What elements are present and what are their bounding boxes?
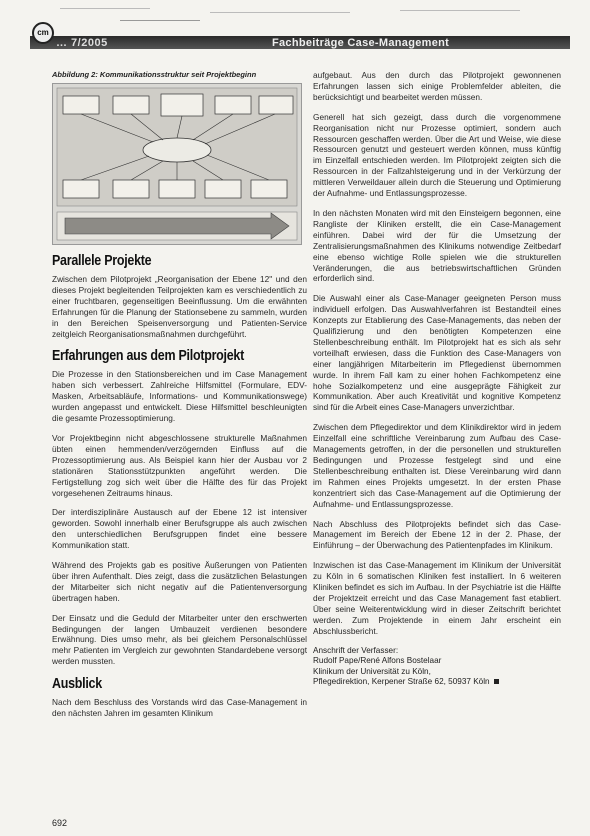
diagram-box (259, 96, 293, 114)
paragraph: In den nächsten Monaten wird mit den Einsteigern begonnen, eine Rangliste der Kliniken erstellt, die ein Case-Management einführen. Dabei wird der für die Umsetzung der Zentralisierungsmaßnahmen des Klinikums notwendige Zeitbedarf eine ebenso wichtige Rolle spielen wie die strukturellen Veränderungen, die aus betriebswirtschaftlichen Gründen erforderlich sind. (313, 207, 561, 284)
paragraph: Zwischen dem Pflegedirektor und dem Klinikdirektor wird in jedem Einzelfall eine schriftliche Vereinbarung zum Aufbau des Case-Managements getroffen, in der die personellen und strukturellen Bedingungen und Prozesse festgelegt sind und eine Stellenbeschreibung enthalten ist. Diese Vereinbarung wird dann im Rahmen eines Projekts umgesetzt. In der ersten Phase konzentriert sich das Case-Management auf die Optimierung der Aufnahme- und Entlassungsprozesse. (313, 422, 561, 509)
diagram-box (63, 96, 99, 114)
page-header (0, 0, 590, 56)
right-column (313, 70, 561, 688)
diagram-box (113, 96, 149, 114)
paragraph: Während des Projekts gab es positive Äußerungen von Patienten über ihren Aufenthalt. Dies zeigt, dass die zusätzlichen Belastungen der Mitarbeiter sich nicht negativ auf die Patientenversorgung übertragen haben. (52, 560, 307, 603)
paragraph: Generell hat sich gezeigt, dass durch die vorgenommene Reorganisation nicht nur Prozesse optimiert, sondern auch Ressourcen geschaffen werden. Über die Art und Weise, wie diese Ressourcen genutzt und gesteuert werden können, muss künftig im Einzelfall entschieden werden. Im Pilotprojekt zeigten sich die Ressourcen in der Fallzahlsteigerung und in der Verkürzung der mittleren Verweildauer allein durch die Steuerung und Optimierung der Aufnahme- und Entlassungsprozesse. (313, 111, 561, 199)
heading-outlook: Ausblick (52, 676, 102, 693)
scan-streak (60, 8, 150, 9)
paragraph: Die Auswahl einer als Case-Manager geeigneten Person muss individuell erfolgen. Das Auswahlverfahren ist Bestandteil eines Konzepts zur Etablierung des Case-Managements, das neben der Qualifizierung und den benötigten Kompetenzen eine Stellenbeschreibung enthält. Im Pilotprojekt hat es sich als sehr vorteilhaft erwiesen, dass die Funktion des Case-Managers von einer langjährigen Mitarbeiterin im Pflegedienst übernommen wurde. In ihrem Fall kam zu einer hohen Fachkompetenz eine hohe Sozialkompetenz und eine ausgeprägte Fähigkeit zur Kommunikation. Aber auch Kreativität und kognitive Kompetenz sind für die Arbeit eines Case-Managers unverzichtbar. (313, 293, 561, 413)
figure-caption: Abbildung 2: Kommunikationsstruktur seit Projektbeginn (52, 70, 257, 79)
paragraph: Inzwischen ist das Case-Management im Klinikum der Universität zu Köln in 6 somatischen Kliniken fest installiert. In 6 weiteren Kliniken befindet es sich im Aufbau. In der Psychiatrie ist die Hälfte der Projektzeit erreicht und das Case Management fast etabliert. Über seine Weiterentwicklung wird in dieser Zeitschrift berichtet werden. Zum Projektende in einem Jahr erscheint ein Abschlussbericht. (313, 560, 561, 636)
contact-address: Pflegedirektion, Kerpener Straße 62, 50937 Köln (313, 677, 490, 687)
diagram-box (161, 94, 203, 116)
page-number: 692 (52, 818, 68, 828)
heading-experiences: Erfahrungen aus dem Pilotprojekt (52, 348, 244, 365)
left-column (52, 70, 307, 728)
paragraph: Zwischen dem Pilotprojekt „Reorganisation der Ebene 12" und den dieses Projekt begleitenden Teilprojekten kam es verschiedentlich zu einer fruchtbaren, gegenseitigen Beeinflussung. Um die erwähnten Erfahrungen für die Planung der Stationsebene zu sammeln, wurden in den Bereichen Speisenversorgung und Patienten-Service zeitgleich Reorganisationsmaßnahmen durchgeführt. (52, 274, 307, 339)
contact-line: Rudolf Pape/René Alfons Bostelaar (313, 656, 442, 666)
contact-line (313, 677, 561, 688)
journal-logo: cm (32, 22, 54, 44)
paragraph: aufgebaut. Aus den durch das Pilotprojekt gewonnenen Erfahrungen lassen sich einige Problemfelder ableiten, die berücksichtigt und bearbeitet werden müssen. (313, 70, 561, 102)
diagram-box (215, 96, 251, 114)
paragraph: Der Einsatz und die Geduld der Mitarbeiter unter den erschwerten Bedingungen der langen Umbauzeit verdienen besondere Erwähnung. Dies umso mehr, als bei gleichem Personalschlüssel mehr Patienten im Vergleich zur gewohnten Standardebene versorgt werden mussten. (52, 612, 307, 667)
communication-diagram (52, 83, 302, 245)
paragraph: Nach Abschluss des Pilotprojekts befindet sich das Case-Management im Bereich der Ebene 12 in der 2. Phase, der Einführung – der Überwachung des Patientenpfades im Klinikum. (313, 518, 561, 551)
scan-streak (400, 10, 520, 11)
diagram-center-ellipse (143, 138, 211, 162)
journal-issue: … 7/2005 (56, 37, 108, 49)
diagram-box (251, 180, 287, 198)
paragraph: Der interdisziplinäre Austausch auf der Ebene 12 ist intensiver geworden. Sowohl innerhalb einer Berufsgruppe als auch zwischen den unterschiedlichen Berufsgruppen findet eine bessere Kommunikation statt. (52, 507, 307, 551)
diagram-graphic (53, 84, 301, 244)
diagram-box (159, 180, 195, 198)
contact-line: Klinikum der Universität zu Köln, (313, 666, 431, 676)
section-title: Fachbeiträge Case-Management (272, 37, 450, 49)
paragraph: Vor Projektbeginn nicht abgeschlossene strukturelle Maßnahmen übten einen hemmenden/verzögernden Einfluss auf die Prozessoptimierung aus. Als Beispiel kann hier der Ausbau vor 2 stationären Stationsstützpunkten angeführt werden. Die Fertigstellung zog sich weit über die Hälfte des für das Projekt vorgesehenen Zeitraums hinaus. (52, 432, 307, 498)
heading-parallel-projects: Parallele Projekte (52, 253, 152, 269)
contact-line: Anschrift der Verfasser: (313, 645, 399, 655)
scan-streak (120, 20, 200, 21)
paragraph: Nach dem Beschluss des Vorstands wird das Case-Management in den nächsten Jahren im gesamten Klinikum (52, 697, 307, 719)
end-of-article-mark (494, 679, 499, 684)
diagram-box (63, 180, 99, 198)
author-contact (313, 646, 561, 688)
scan-streak (210, 12, 350, 13)
diagram-box (205, 180, 241, 198)
paragraph: Die Prozesse in den Stationsbereichen und im Case Management haben sich verbessert. Zahlreiche Hilfsmittel (Formulare, EDV-Masken, Arbeitsabläufe, Informations- und Kommunikationswege) wurden angepasst und entwickelt. Diese Hilfsmittel beschleunigten die gesamte Prozessoptimierung. (52, 369, 307, 424)
diagram-box (113, 180, 149, 198)
